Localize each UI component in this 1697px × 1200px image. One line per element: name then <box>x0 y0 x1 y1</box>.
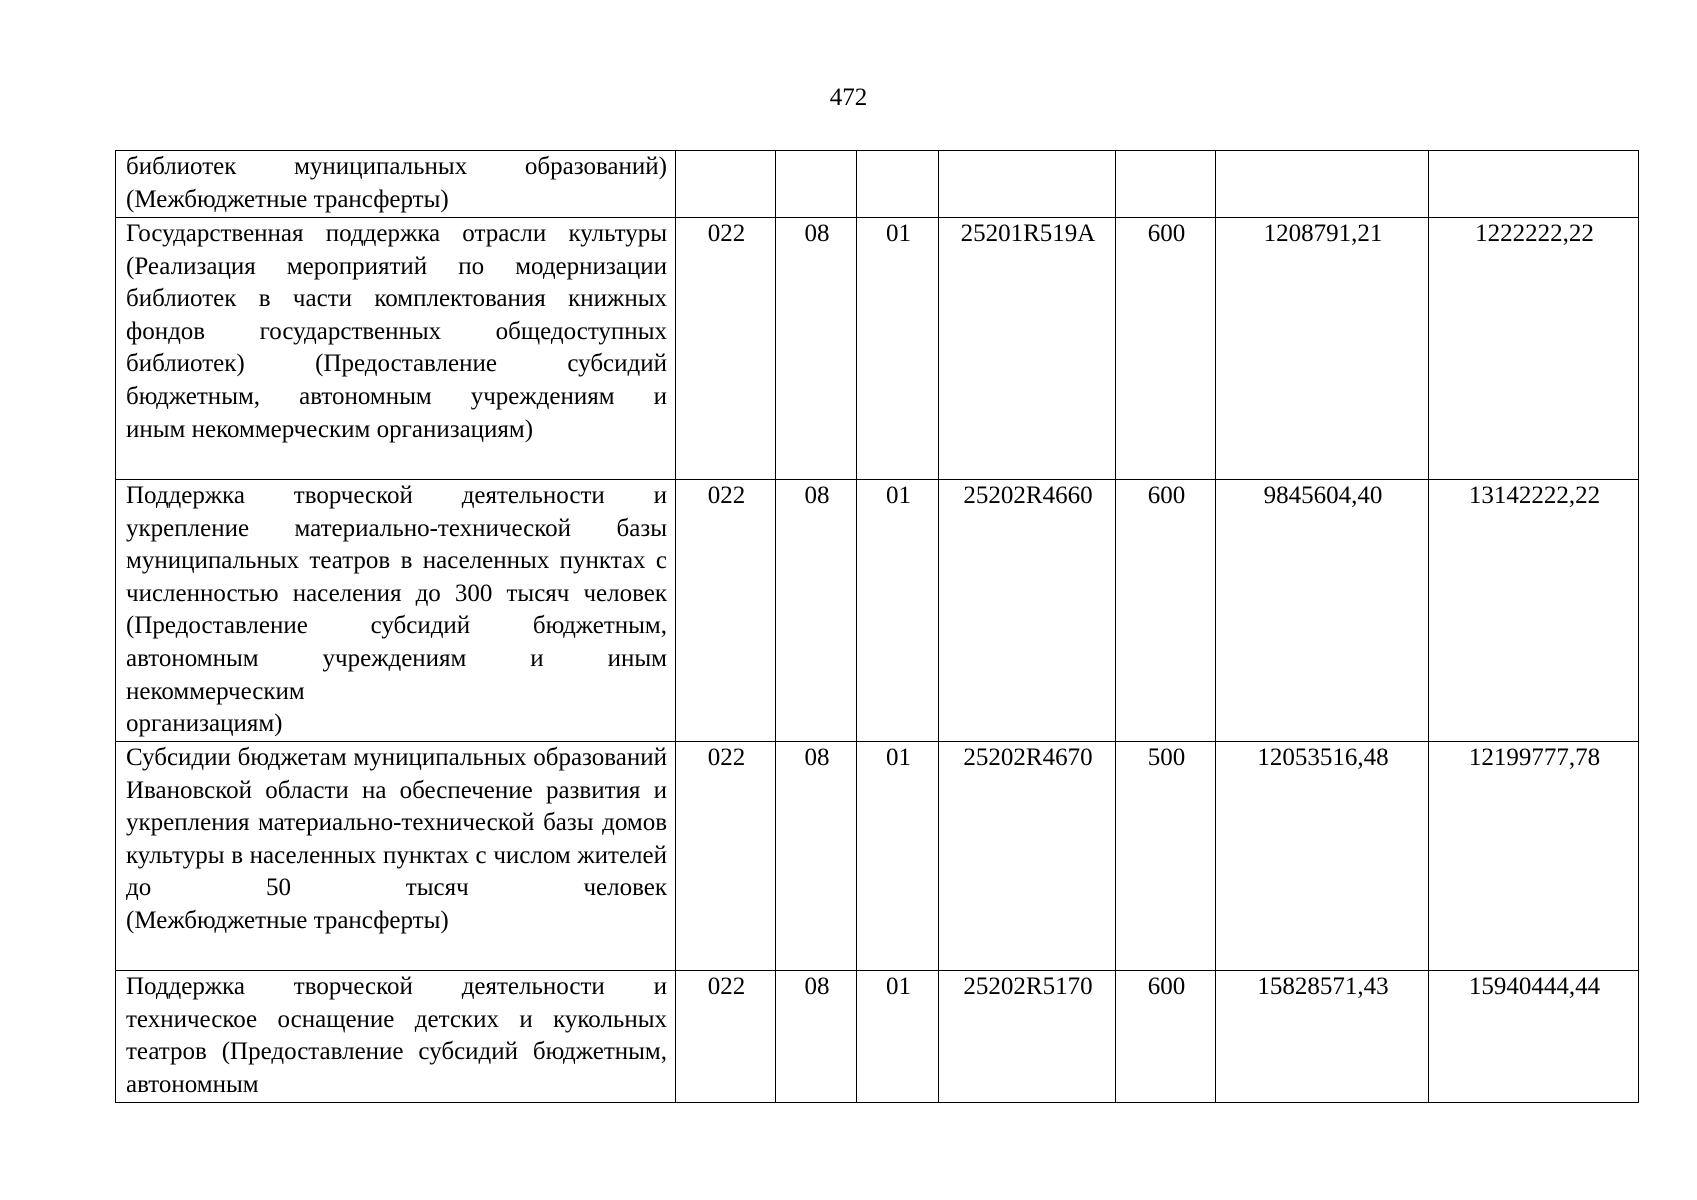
subsection-code: 01 <box>857 742 939 971</box>
row-description: Поддержка творческой деятельности и укрепление материально-технической базы муниципальных театров в населенных пунктах с численностью населения до 300 тысяч человек (Предоставление субсидий бюджетным, автономным учреждениям и иным некоммерческим организациям) <box>116 480 676 742</box>
target-article-code <box>939 151 1116 218</box>
table-row <box>116 480 1639 742</box>
amount-1: 15828571,43 <box>1216 971 1429 1103</box>
expense-type-code: 500 <box>1116 742 1216 971</box>
amount-1: 9845604,40 <box>1216 480 1429 742</box>
row-description: Государственная поддержка отрасли культуры (Реализация мероприятий по модернизации библиотек в части комплектования книжных фондов государственных общедоступных библиотек) (Предоставление субсидий бюджетным, автономным учреждениям и иным некоммерческим организациям) <box>116 218 676 480</box>
row-description: библиотек муниципальных образований) (Межбюджетные трансферты) <box>116 151 676 218</box>
target-article-code: 25202R5170 <box>939 971 1116 1103</box>
section-code: 08 <box>776 971 857 1103</box>
amount-1: 1208791,21 <box>1216 218 1429 480</box>
row-description: Поддержка творческой деятельности и техническое оснащение детских и кукольных театров (Предоставление субсидий бюджетным, автономным <box>116 971 676 1103</box>
section-code: 08 <box>776 218 857 480</box>
page-number: 472 <box>829 84 868 111</box>
expense-type-code: 600 <box>1116 971 1216 1103</box>
ministry-code: 022 <box>676 480 776 742</box>
expense-type-code: 600 <box>1116 480 1216 742</box>
section-code <box>776 151 857 218</box>
row-description: Субсидии бюджетам муниципальных образований Ивановской области на обеспечение развития и укрепления материально-технической базы домов культуры в населенных пунктах с числом жителей до 50 тысяч человек (Межбюджетные трансферты) <box>116 742 676 971</box>
amount-2 <box>1429 151 1639 218</box>
subsection-code: 01 <box>857 971 939 1103</box>
table-row <box>116 151 1639 218</box>
budget-table <box>115 150 1639 1103</box>
section-code: 08 <box>776 480 857 742</box>
table-row <box>116 742 1639 971</box>
ministry-code: 022 <box>676 218 776 480</box>
subsection-code <box>857 151 939 218</box>
table-row <box>116 218 1639 480</box>
target-article-code: 25201R519A <box>939 218 1116 480</box>
ministry-code <box>676 151 776 218</box>
target-article-code: 25202R4670 <box>939 742 1116 971</box>
amount-2: 13142222,22 <box>1429 480 1639 742</box>
target-article-code: 25202R4660 <box>939 480 1116 742</box>
ministry-code: 022 <box>676 971 776 1103</box>
subsection-code: 01 <box>857 218 939 480</box>
table-row <box>116 971 1639 1103</box>
amount-1 <box>1216 151 1429 218</box>
expense-type-code: 600 <box>1116 218 1216 480</box>
amount-1: 12053516,48 <box>1216 742 1429 971</box>
expense-type-code <box>1116 151 1216 218</box>
ministry-code: 022 <box>676 742 776 971</box>
amount-2: 12199777,78 <box>1429 742 1639 971</box>
subsection-code: 01 <box>857 480 939 742</box>
section-code: 08 <box>776 742 857 971</box>
amount-2: 1222222,22 <box>1429 218 1639 480</box>
amount-2: 15940444,44 <box>1429 971 1639 1103</box>
